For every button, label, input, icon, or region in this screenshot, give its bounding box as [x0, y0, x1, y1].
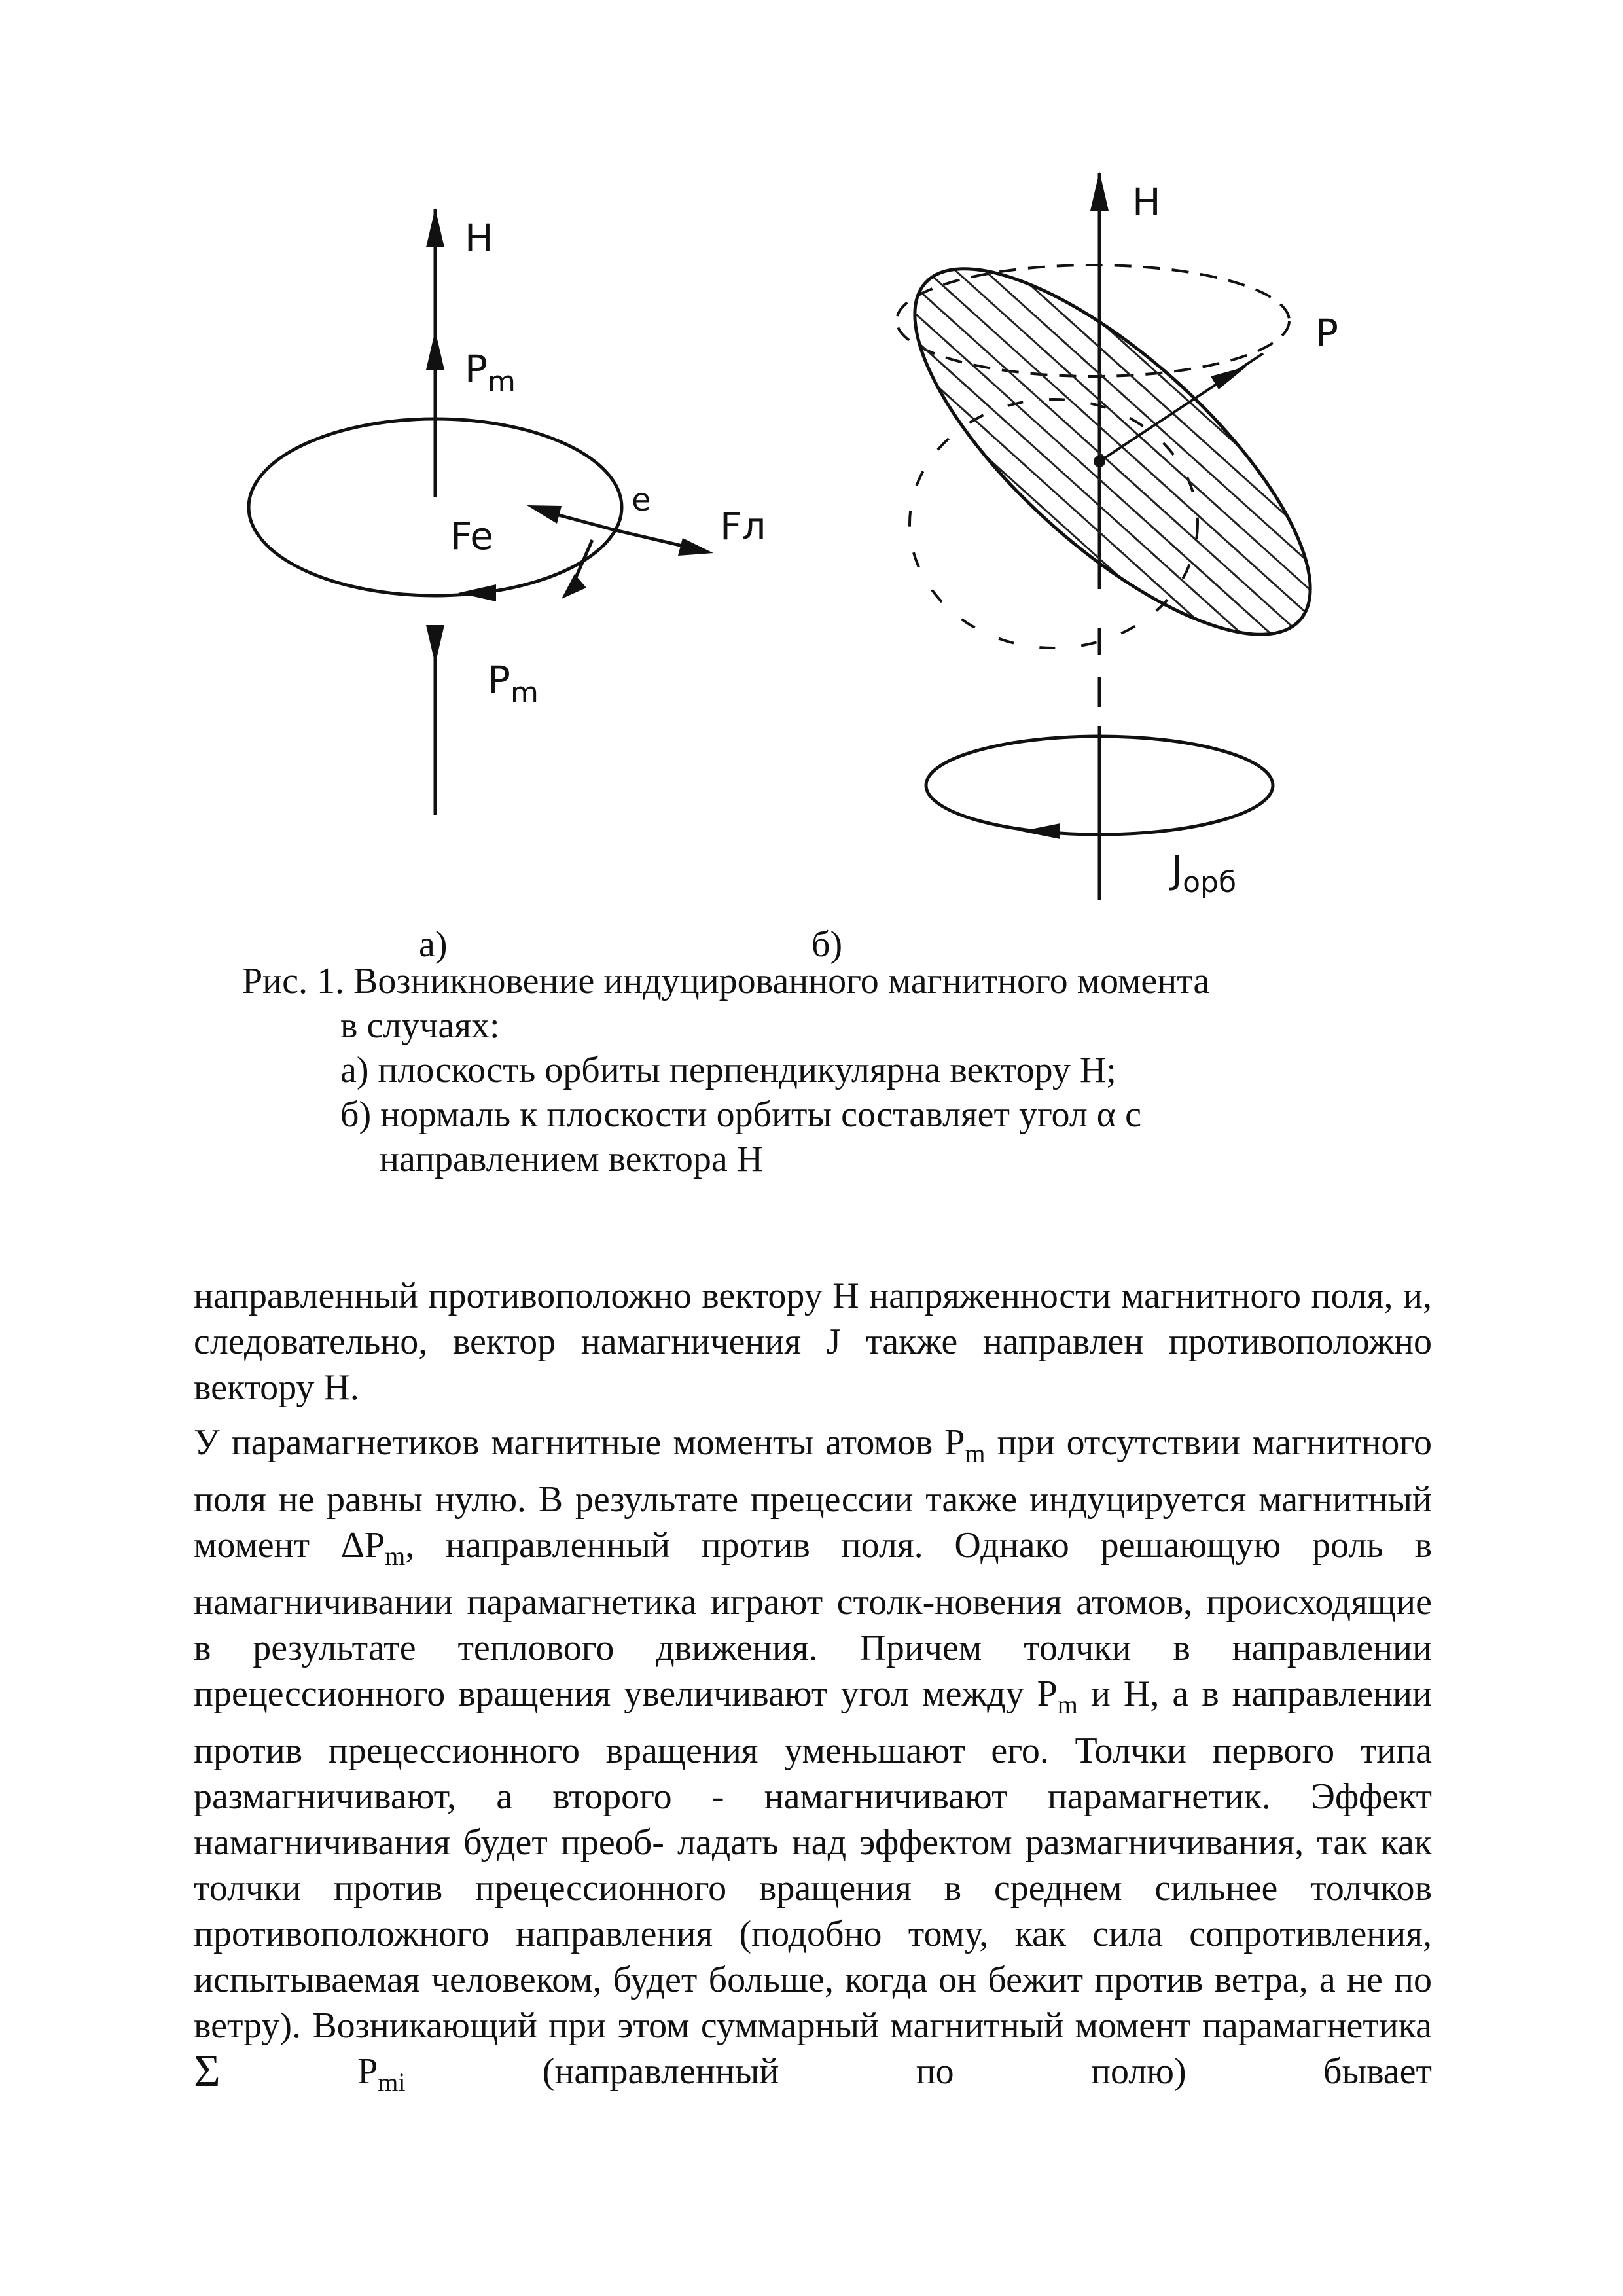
label-pm-upper: $P_m$ — [465, 347, 516, 399]
fl-arrow-head — [678, 538, 713, 556]
center-dot — [1094, 456, 1105, 467]
label-pm-lower: $P_m$ — [488, 658, 539, 709]
label-p-b: P — [1315, 311, 1338, 355]
pm-upper-arrow-head — [426, 331, 444, 370]
label-e: e — [632, 482, 651, 518]
caption-line-3: а) плоскость орбиты перпендикулярна вектору Н; — [340, 1050, 1116, 1090]
label-j-orb: $J_{орб}$ — [1171, 848, 1237, 899]
figure-1 — [0, 0, 1623, 942]
paragraph-2: У парамагнетиков магнитные моменты атомов $P_m$ при отсутствии магнитного поля не равны нулю. В результате прецессии также индуцируется магнитный момент $\Delta P_m$, направленный против поля. Однако решающую роль в намагничивании парамагнетика играют столк-новения атомов, происходящие в результате теплового движения. Причем толчки в направлении прецессионного вращения увеличивают угол между $P_m$ и H, а в направлении против прецессионного вращения уменьшают его. Толчки первого типа размагничивают, а второго - намагничивают парамагнетик. Эффект намагничивания будет преоб- ладать над эффектом размагничивания, так как толчки против прецессионного вращения в среднем сильнее толчков противоположного направления (подобно тому, как сила сопротивления, испытываемая человеком, будет больше, когда он бежит против ветра, а не по ветру). Возникающий при этом суммарный магнитный момент парамагнетика Σ $P_{mi}$ (направленный по полю) бывает — [194, 1422, 1433, 2097]
orbit-current-arrow — [1021, 823, 1060, 839]
sub-label-a: а) — [419, 924, 448, 965]
caption-line-1: Рис. 1. Возникновение индуцированного магнитного момента — [242, 961, 1210, 1001]
sub-label-b: б) — [812, 924, 843, 965]
velocity-arrow — [562, 574, 586, 599]
caption-line-2: в случаях: — [340, 1005, 500, 1046]
paragraph-1: направленный противоположно вектору Н напряженности магнитного поля, и, следовательно, вектор намагничения J также направлен противоположно вектору Н. — [194, 1276, 1432, 1408]
label-fl: Fл — [720, 504, 766, 548]
caption-line-4: б) нормаль к плоскости орбиты составляет угол α с — [340, 1094, 1141, 1135]
h-arrow-head — [426, 208, 444, 247]
body-text — [194, 1273, 1432, 2115]
pm-lower-arrow-head — [426, 625, 444, 664]
figure-drawing — [0, 0, 1623, 942]
orbit-arrow-bottom — [458, 584, 496, 601]
label-fe: Fe — [450, 514, 493, 558]
diagram-b — [862, 171, 1363, 900]
h-arrow-head-b — [1090, 171, 1109, 211]
figure-caption — [242, 959, 1420, 1181]
caption-line-5: направлением вектора Н — [380, 1139, 764, 1179]
label-h-b: H — [1132, 180, 1161, 224]
label-h-a: H — [465, 216, 493, 260]
fe-arrow-head — [527, 505, 562, 524]
